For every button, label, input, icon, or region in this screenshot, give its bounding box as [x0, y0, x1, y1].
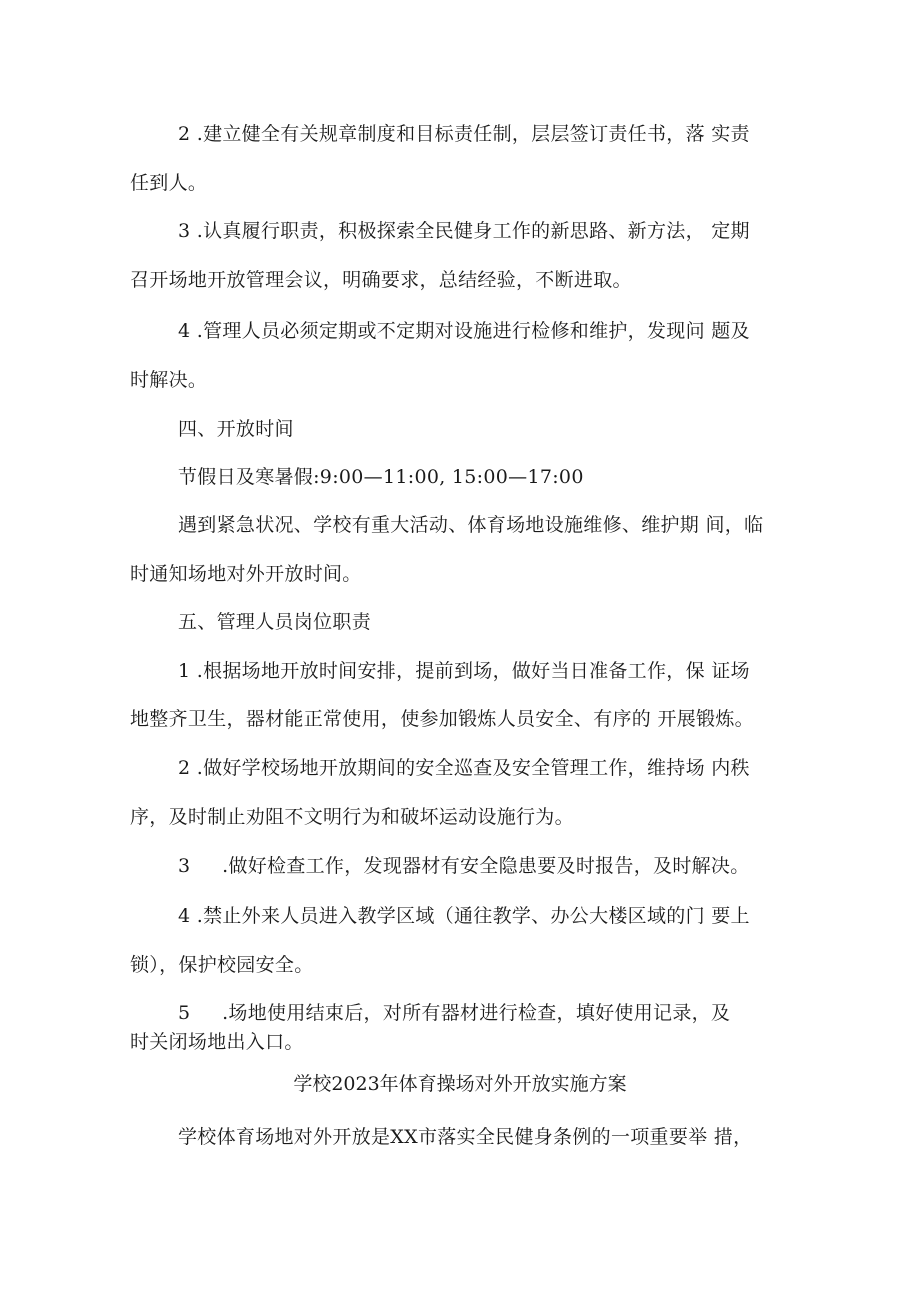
paragraph-line: 任到人。 — [130, 172, 208, 194]
paragraph-line: 地整齐卫生，器材能正常使用，使参加锻炼人员安全、有序的 开展锻炼。 — [130, 708, 754, 730]
paragraph-line: 召开场地开放管理会议，明确要求，总结经验，不断进取。 — [130, 269, 632, 291]
paragraph-line: 节假日及寒暑假:9:00—11:00, 15:00—17:00 — [178, 466, 584, 488]
paragraph-line: 锁），保护校园安全。 — [130, 954, 314, 976]
section-heading: 五、管理人员岗位职责 — [178, 611, 372, 633]
document-title: 学校2023年体育操场对外开放实施方案 — [293, 1073, 627, 1095]
paragraph-line: 4 .管理人员必须定期或不定期对设施进行检修和维护，发现问 题及 — [178, 320, 750, 342]
paragraph-line: 2 .建立健全有关规章制度和目标责任制，层层签订责任书，落 实责 — [178, 123, 750, 145]
section-heading: 四、开放时间 — [178, 418, 294, 440]
paragraph-line: 1 .根据场地开放时间安排，提前到场，做好当日准备工作，保 证场 — [178, 660, 750, 682]
paragraph-line: 4 .禁止外来人员进入教学区域（通往教学、办公大楼区域的门 要上 — [178, 905, 750, 927]
paragraph-line: 遇到紧急状况、学校有重大活动、体育场地设施维修、维护期 间，临 — [178, 514, 764, 536]
paragraph-line: 时关闭场地出入口。 — [130, 1031, 304, 1053]
paragraph-line: 5 .场地使用结束后，对所有器材进行检查，填好使用记录，及 — [178, 1002, 731, 1024]
paragraph-line: 3 .做好检查工作，发现器材有安全隐患要及时报告，及时解决。 — [178, 855, 750, 877]
paragraph-line: 序，及时制止劝阻不文明行为和破坏运动设施行为。 — [130, 806, 574, 828]
paragraph-line: 时解决。 — [130, 369, 208, 391]
paragraph-line: 2 .做好学校场地开放期间的安全巡查及安全管理工作，维持场 内秩 — [178, 757, 750, 779]
paragraph-line: 时通知场地对外开放时间。 — [130, 563, 362, 585]
paragraph-line: 3 .认真履行职责，积极探索全民健身工作的新思路、新方法， 定期 — [178, 220, 750, 242]
paragraph-line: 学校体育场地对外开放是XX市落实全民健身条例的一项重要举 措， — [178, 1126, 753, 1148]
